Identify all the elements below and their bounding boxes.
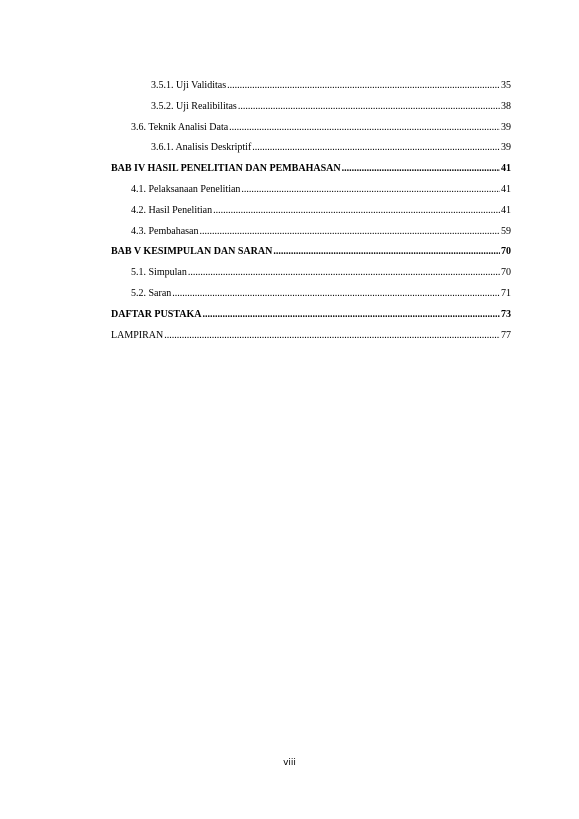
toc-entry-label: 5.1. Simpulan [131, 267, 187, 279]
toc-leader-dots [213, 205, 500, 216]
toc-leader-dots [252, 142, 500, 153]
toc-entry-label: 4.3. Pembahasan [131, 225, 199, 237]
toc-entry-page: 41 [501, 163, 511, 175]
toc-entry-page: 70 [501, 246, 511, 258]
toc-entry [111, 226, 511, 247]
toc-leader-dots [238, 101, 500, 112]
toc-entry [111, 184, 511, 205]
toc-entry [111, 330, 511, 351]
toc-leader-dots [273, 246, 500, 257]
toc-entry-label: 3.5.1. Uji Validitas [151, 80, 227, 91]
toc-entry-label: 4.1. Pelaksanaan Penelitian [131, 183, 241, 195]
toc-entry-page: 71 [501, 287, 511, 299]
toc-leader-dots [229, 122, 500, 133]
toc-entry-label: DAFTAR PUSTAKA [111, 308, 202, 320]
toc-leader-dots [188, 267, 500, 278]
toc-entry [111, 246, 511, 267]
toc-leader-dots [227, 80, 500, 91]
toc-entry-label: 3.5.2. Uji Realibilitas [151, 100, 237, 112]
toc-leader-dots [172, 288, 500, 299]
toc-entry-page: 59 [501, 225, 511, 237]
toc-entry-page: 41 [501, 204, 511, 216]
toc-entry [111, 142, 511, 163]
toc-entry-page: 38 [501, 100, 511, 112]
toc-entry-page: 39 [501, 142, 511, 154]
toc-entry-label: BAB IV HASIL PENELITIAN DAN PEMBAHASAN [111, 163, 341, 175]
toc-entry-label: 3.6. Teknik Analisi Data [131, 121, 229, 133]
toc-entry [111, 267, 511, 288]
toc-entry [111, 101, 511, 122]
toc-entry-label: BAB V KESIMPULAN DAN SARAN [111, 246, 273, 258]
toc-leader-dots [202, 309, 500, 320]
toc-entry [111, 205, 511, 226]
toc-leader-dots [241, 184, 500, 195]
table-of-contents [111, 80, 511, 350]
toc-entry-page: 41 [501, 183, 511, 195]
toc-entry-label: 5.2. Saran [131, 287, 172, 299]
toc-entry [111, 288, 511, 309]
toc-entry-page: 70 [501, 267, 511, 279]
toc-entry-label: LAMPIRAN [111, 329, 164, 341]
toc-entry [111, 122, 511, 143]
toc-entry-label: 4.2. Hasil Penelitian [131, 204, 213, 216]
page-number: viii [283, 758, 296, 768]
toc-entry-label: 3.6.1. Analisis Deskriptif [151, 142, 252, 154]
toc-leader-dots [342, 163, 500, 174]
toc-entry-page: 39 [501, 121, 511, 133]
toc-entry [111, 309, 511, 330]
toc-leader-dots [200, 226, 501, 237]
toc-entry [111, 163, 511, 184]
toc-entry-page: 73 [501, 308, 511, 320]
toc-entry-page: 35 [501, 80, 511, 91]
toc-entry-page: 77 [501, 329, 511, 341]
toc-entry [111, 80, 511, 101]
toc-leader-dots [164, 330, 500, 341]
